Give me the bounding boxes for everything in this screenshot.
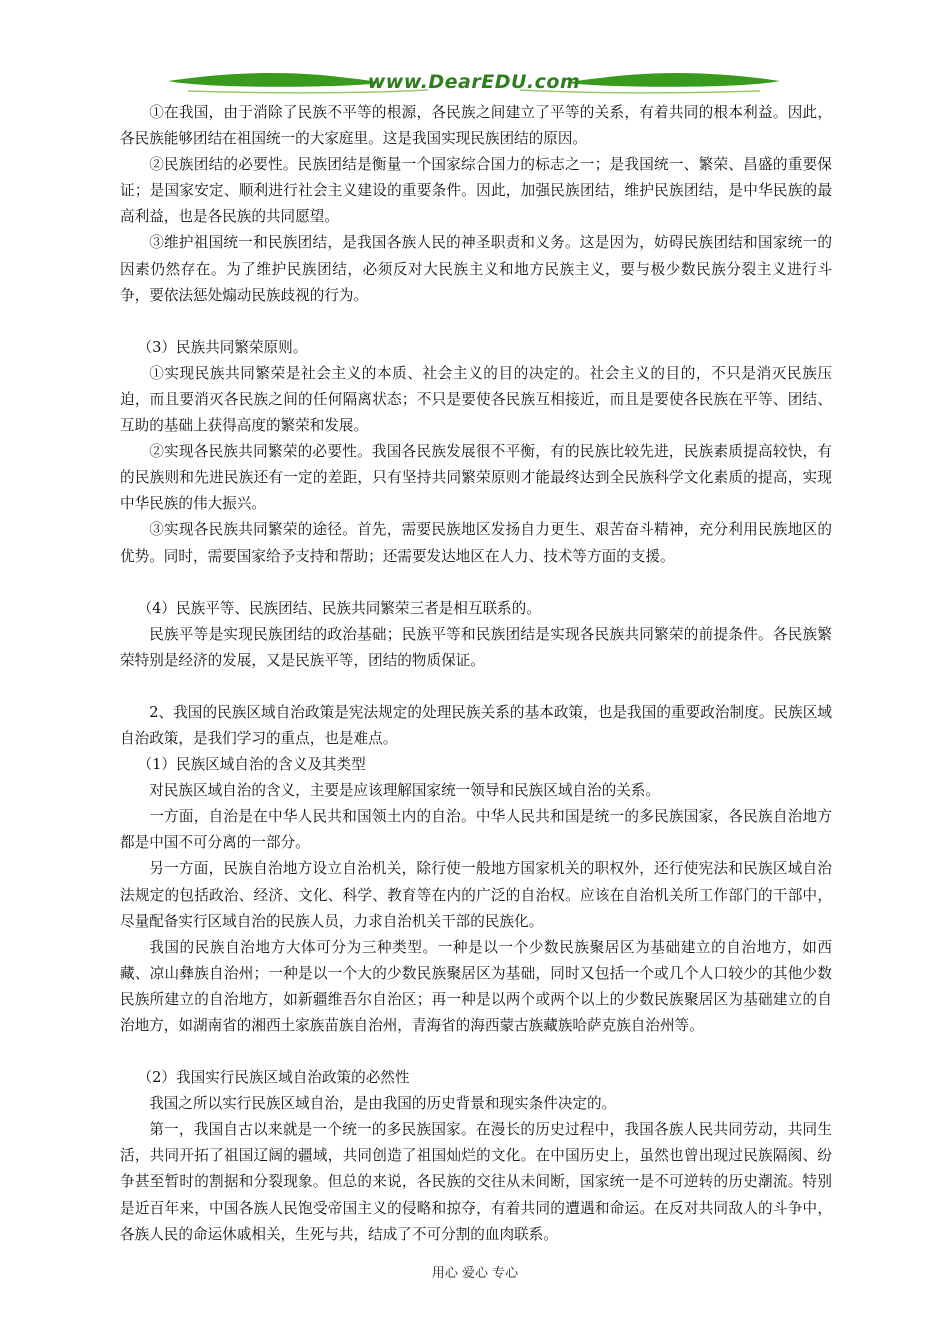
section-heading: （2）我国实行民族区域自治政策的必然性 bbox=[137, 1069, 410, 1087]
paragraph: 我国之所以实行民族区域自治，是由我国的历史背景和现实条件决定的。 bbox=[149, 1095, 617, 1113]
site-logo-text: www.DearEDU.com bbox=[367, 71, 581, 93]
paragraph: 一方面，自治是在中华人民共和国领土内的自治。中华人民共和国是统一的多民族国家，各民族自治地方都是中国不可分离的一部分。 bbox=[120, 808, 832, 852]
paragraph: ③维护祖国统一和民族团结，是我国各族人民的神圣职责和义务。这是因为，妨碍民族团结和国家统一的因素仍然存在。为了维护民族团结，必须反对大民族主义和地方民族主义，要与极少数民族分裂主义进行斗争，要依法惩处煽动民族歧视的行为。 bbox=[120, 234, 832, 304]
paragraph: 对民族区域自治的含义，主要是应该理解国家统一领导和民族区域自治的关系。 bbox=[149, 782, 660, 800]
paragraph: ②民族团结的必要性。民族团结是衡量一个国家综合国力的标志之一；是我国统一、繁荣、昌盛的重要保证；是国家安定、顺利进行社会主义建设的重要条件。因此，加强民族团结，维护民族团结，是中华民族的最高利益，也是各民族的共同愿望。 bbox=[120, 156, 832, 226]
article-body bbox=[120, 100, 832, 1248]
paragraph: 民族平等是实现民族团结的政治基础；民族平等和民族团结是实现各民族共同繁荣的前提条件。各民族繁荣特别是经济的发展，又是民族平等，团结的物质保证。 bbox=[120, 625, 832, 669]
paragraph: ①实现民族共同繁荣是社会主义的本质、社会主义的目的决定的。社会主义的目的，不只是消灭民族压迫，而且要消灭各民族之间的任何隔离状态；不只是要使各民族互相接近，而且是要使各民族在平等、团结、互助的基础上获得高度的繁荣和发展。 bbox=[120, 364, 832, 435]
paragraph: 另一方面，民族自治地方设立自治机关，除行使一般地方国家机关的职权外，还行使宪法和民族区域自治法规定的包括政治、经济、文化、科学、教育等在内的广泛的自治权。应该在自治机关所工作部门的干部中，尽量配备实行区域自治的民族人员，力求自治机关干部的民族化。 bbox=[120, 860, 832, 930]
paragraph: 我国的民族自治地方大体可分为三种类型。一种是以一个少数民族聚居区为基础建立的自治地方，如西藏、凉山彝族自治州；一种是以一个大的少数民族聚居区为基础，同时又包括一个或几个人口较少的其他少数民族所建立的自治地方，如新疆维吾尔自治区；再一种是以两个或两个以上的少数民族聚居区为基础建立的自治地方，如湖南省的湘西土家族苗族自治州，青海省的海西蒙古族藏族哈萨克族自治州等。 bbox=[120, 938, 832, 1034]
section-heading: （1）民族区域自治的含义及其类型 bbox=[137, 756, 366, 774]
header-banner bbox=[168, 64, 780, 104]
section-heading: （3）民族共同繁荣原则。 bbox=[137, 338, 308, 356]
paragraph: 2、我国的民族区域自治政策是宪法规定的处理民族关系的基本政策，也是我国的重要政治制度。民族区域自治政策，是我们学习的重点，也是难点。 bbox=[120, 703, 832, 747]
paragraph: 第一，我国自古以来就是一个统一的多民族国家。在漫长的历史过程中，我国各族人民共同劳动，共同生活，共同开拓了祖国辽阔的疆域，共同创造了祖国灿烂的文化。在中国历史上，虽然也曾出现过民族隔阂、纷争甚至暂时的割据和分裂现象。但总的来说，各民族的交往从未间断，国家统一是不可逆转的历史潮流。特别是近百年来，中国各族人民饱受帝国主义的侵略和掠夺，有着共同的遭遇和命运。在反对共同敌人的斗争中，各族人民的命运休戚相关，生死与共，结成了不可分割的血肉联系。 bbox=[120, 1121, 832, 1243]
paragraph: ③实现各民族共同繁荣的途径。首先，需要民族地区发扬自力更生、艰苦奋斗精神，充分利用民族地区的优势。同时，需要国家给予支持和帮助；还需要发达地区在人力、技术等方面的支援。 bbox=[120, 521, 832, 565]
section-heading: （4）民族平等、民族团结、民族共同繁荣三者是相互联系的。 bbox=[137, 599, 541, 617]
paragraph: ②实现各民族共同繁荣的必要性。我国各民族发展很不平衡，有的民族比较先进，民族素质提高较快，有的民族则和先进民族还有一定的差距，只有坚持共同繁荣原则才能最终达到全民族科学文化素质的提高，实现中华民族的伟大振兴。 bbox=[120, 443, 832, 513]
paragraph: ①在我国，由于消除了民族不平等的根源，各民族之间建立了平等的关系，有着共同的根本利益。因此，各民族能够团结在祖国统一的大家庭里。这是我国实现民族团结的原因。 bbox=[120, 104, 832, 148]
page-footer: 用心 爱心 专心 bbox=[431, 1266, 519, 1281]
